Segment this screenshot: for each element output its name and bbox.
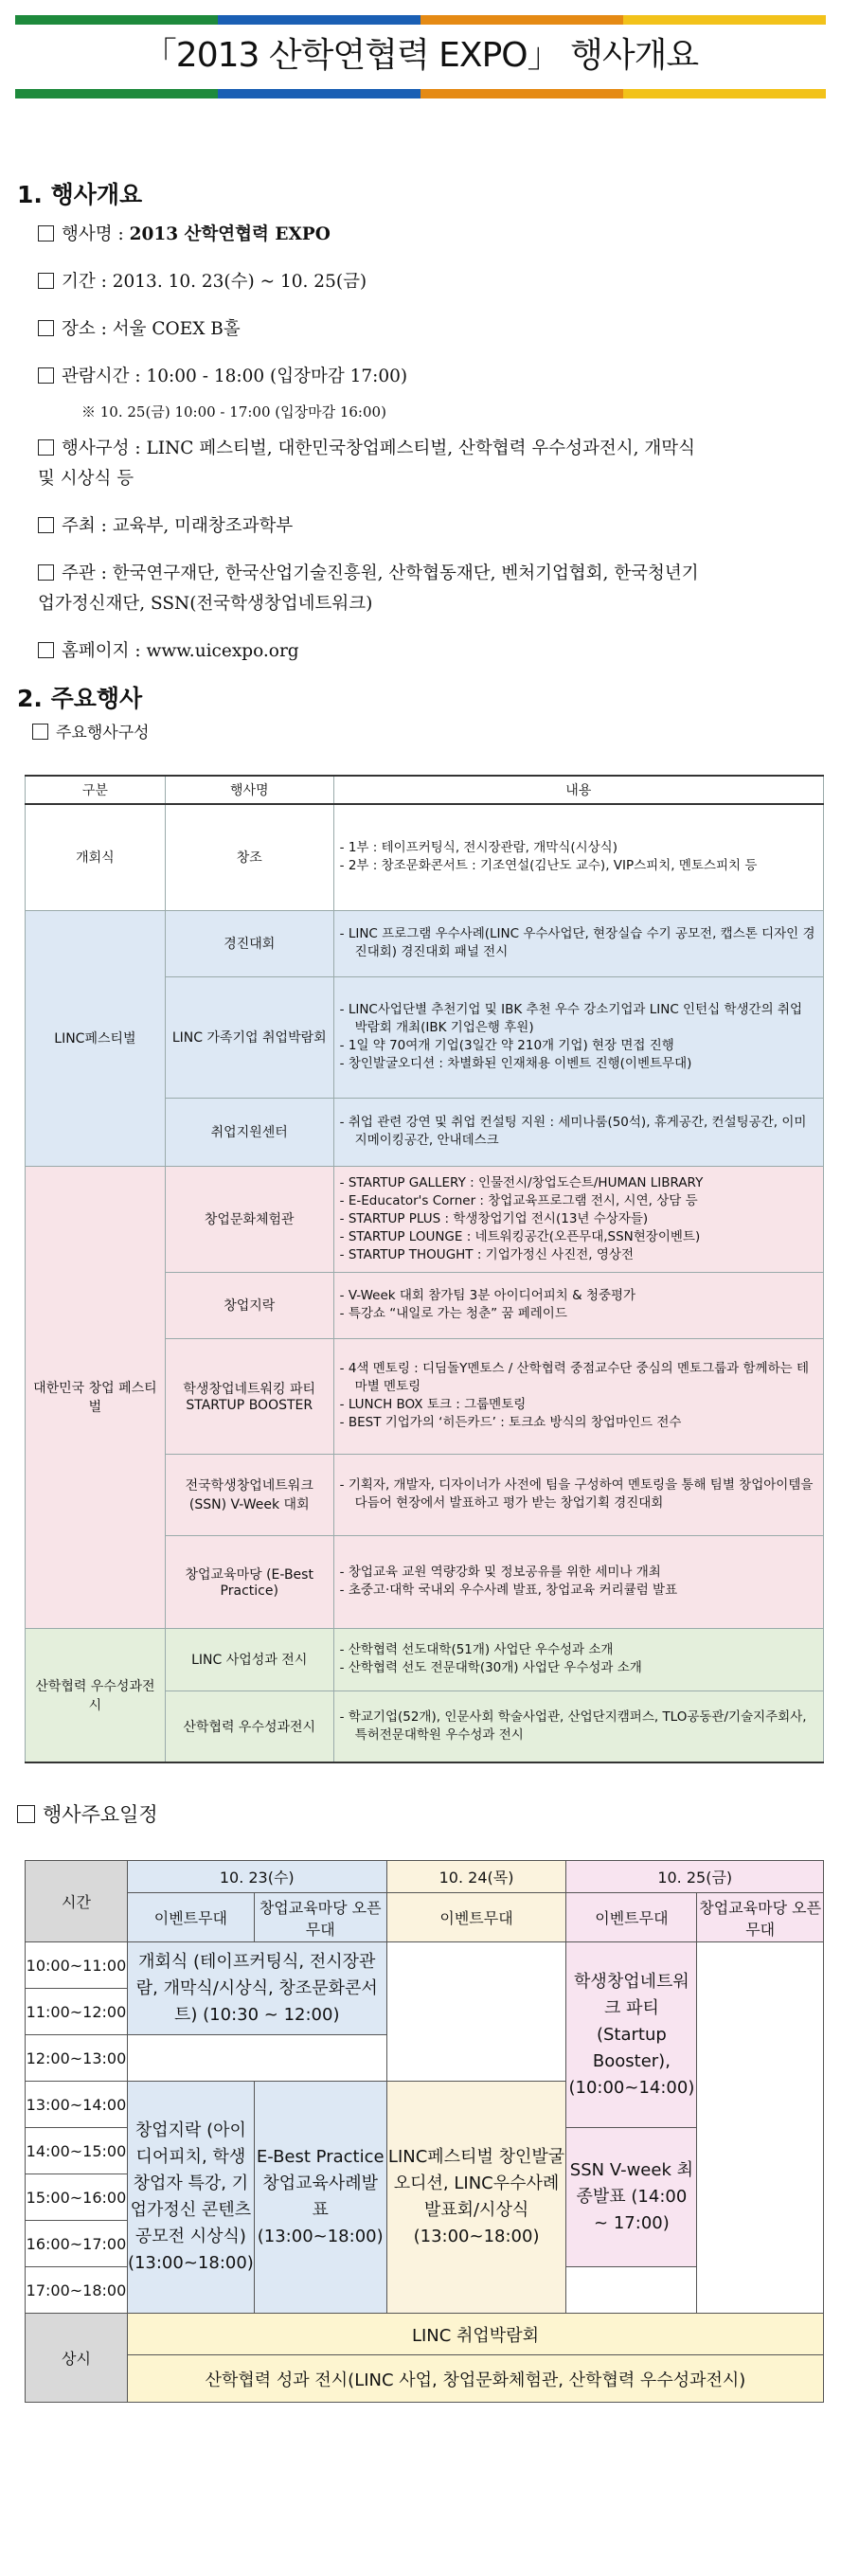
time-cell: 16:00~17:00 bbox=[26, 2221, 128, 2267]
top-color-bar bbox=[15, 15, 826, 25]
time-row bbox=[26, 1942, 824, 1989]
time-header: 시간 bbox=[26, 1861, 128, 1942]
schedule-day-row bbox=[26, 1861, 824, 1893]
events-table bbox=[25, 775, 824, 1763]
group-cell: LINC페스티벌 bbox=[26, 910, 166, 1166]
checkbox-icon bbox=[38, 642, 54, 658]
content-cell: - 산학협력 선도대학(51개) 사업단 우수성과 소개 - 산학협력 선도 전문대학(30개) 사업단 우수성과 소개 bbox=[333, 1628, 823, 1690]
always-item: 산학협력 성과 전시(LINC 사업, 창업문화체험관, 산학협력 우수성과전시) bbox=[127, 2355, 823, 2403]
content-cell: - LINC사업단별 추천기업 및 IBK 추천 우수 강소기업과 LINC 인턴십 학생간의 취업 박람회 개최(IBK 기업은행 후원) - 1일 약 70여개 기업(3일간 약 210개 기업) 현장 면접 진행 - 창인발굴오디션 : 차별화된 인재채용 이벤트 진행(이벤트무대) bbox=[333, 976, 823, 1098]
empty-cell bbox=[697, 1942, 824, 2314]
overview-item: 관람시간 : 10:00 - 18:00 (입장마감 17:00) bbox=[38, 362, 833, 392]
event-cell: 취업지원센터 bbox=[165, 1098, 333, 1166]
stage-header: 이벤트무대 bbox=[127, 1893, 254, 1942]
event-cell: 창업지락 bbox=[165, 1272, 333, 1338]
time-cell: 13:00~14:00 bbox=[26, 2082, 128, 2128]
checkbox-icon bbox=[38, 367, 54, 384]
stage-header: 창업교육마당 오픈무대 bbox=[697, 1893, 824, 1942]
section-heading-overview: 1. 행사개요 bbox=[17, 181, 143, 208]
empty-cell bbox=[127, 2035, 386, 2082]
day-header: 10. 23(수) bbox=[127, 1861, 386, 1893]
time-cell: 11:00~12:00 bbox=[26, 1989, 128, 2035]
always-label: 상시 bbox=[26, 2314, 128, 2403]
event-cell: 학생창업네트워킹 파티 STARTUP BOOSTER bbox=[165, 1338, 333, 1454]
col-header: 내용 bbox=[333, 776, 823, 804]
startup-pitch-block: 창업지락 (아이디어피치, 학생창업자 특강, 기업가정신 콘텐츠 공모전 시상식) (13:00~18:00) bbox=[127, 2082, 254, 2314]
col-header: 구분 bbox=[26, 776, 166, 804]
event-cell: LINC 가족기업 취업박람회 bbox=[165, 976, 333, 1098]
checkbox-icon bbox=[38, 225, 54, 242]
ebest-block: E-Best Practice 창업교육사례발표 (13:00~18:00) bbox=[254, 2082, 386, 2314]
content-cell: - 학교기업(52개), 인문사회 학술사업관, 산업단지캠퍼스, TLO공동관/기술지주회사, 특허전문대학원 우수성과 전시 bbox=[333, 1690, 823, 1762]
subheading-schedule: 행사주요일정 bbox=[17, 1799, 813, 1830]
linc-fest-block: LINC페스티벌 창인발굴오디션, LINC우수사례 발표회/시상식 (13:00~18:00) bbox=[386, 2082, 566, 2314]
table-row bbox=[26, 910, 824, 976]
stage-header: 이벤트무대 bbox=[566, 1893, 697, 1942]
overview-item: 주최 : 교육부, 미래창조과학부 bbox=[38, 511, 833, 542]
time-cell: 10:00~11:00 bbox=[26, 1942, 128, 1989]
checkbox-icon bbox=[38, 517, 54, 533]
day-header: 10. 25(금) bbox=[566, 1861, 824, 1893]
overview-item-cont: 및 시상식 등 bbox=[38, 469, 134, 489]
always-row bbox=[26, 2314, 824, 2355]
section-heading-events: 2. 주요행사 bbox=[17, 685, 143, 712]
overview-item: 기간 : 2013. 10. 23(수) ~ 10. 25(금) bbox=[38, 267, 833, 297]
opening-block: 개회식 (테이프커팅식, 전시장관람, 개막식/시상식, 창조문화콘서트) (10:30 ~ 12:00) bbox=[127, 1942, 386, 2035]
event-cell: 창업문화체험관 bbox=[165, 1166, 333, 1272]
event-cell: LINC 사업성과 전시 bbox=[165, 1628, 333, 1690]
overview-item: 주관 : 한국연구재단, 한국산업기술진흥원, 산학협동재단, 벤처기업협회, 한국청년기 bbox=[38, 559, 833, 589]
content-cell: - 취업 관련 강연 및 취업 컨설팅 지원 : 세미나룸(50석), 휴게공간, 컨설팅공간, 이미지메이킹공간, 안내데스크 bbox=[333, 1098, 823, 1166]
overview-item: 행사구성 : LINC 페스티벌, 대한민국창업페스티벌, 산학협력 우수성과전시, 개막식 bbox=[38, 434, 833, 464]
event-cell: 창조 bbox=[165, 804, 333, 910]
time-cell: 12:00~13:00 bbox=[26, 2035, 128, 2082]
col-header: 행사명 bbox=[165, 776, 333, 804]
event-cell: 산학협력 우수성과전시 bbox=[165, 1690, 333, 1762]
schedule-table bbox=[25, 1860, 824, 2403]
stage-header: 이벤트무대 bbox=[386, 1893, 566, 1942]
table-row bbox=[26, 804, 824, 910]
content-cell: - V-Week 대회 참가팀 3분 아이디어피치 & 청중평가 - 특강쇼 “내일로 가는 청춘” 꿈 페레이드 bbox=[333, 1272, 823, 1338]
ssn-block: SSN V-week 최종발표 (14:00 ~ 17:00) bbox=[566, 2128, 697, 2267]
table-row bbox=[26, 1628, 824, 1690]
content-cell: - STARTUP GALLERY : 인물전시/창업도슨트/HUMAN LIBRARY - E-Educator's Corner : 창업교육프로그램 전시, 시연, 상담 등 - STARTUP PLUS : 학생창업기업 전시(13년 수상자들) - STARTUP LOUNGE : 네트워킹공간(오픈무대,SSN현장이벤트) - STARTUP THOUGHT : 기업가정신 사진전, 영상전 bbox=[333, 1166, 823, 1272]
content-cell: - 기획자, 개발자, 디자이너가 사전에 팀을 구성하여 멘토링을 통해 팀별 창업아이템을 다듬어 현장에서 발표하고 평가 받는 창업기획 경진대회 bbox=[333, 1454, 823, 1535]
checkbox-icon bbox=[38, 564, 54, 581]
subheading-events: 주요행사구성 bbox=[32, 718, 828, 748]
content-cell: - 창업교육 교원 역량강화 및 정보공유를 위한 세미나 개최 - 초중고·대학 국내외 우수사례 발표, 창업교육 커리큘럼 발표 bbox=[333, 1535, 823, 1628]
time-cell: 15:00~16:00 bbox=[26, 2174, 128, 2221]
overview-item: 홈페이지 : www.uicexpo.org bbox=[38, 636, 833, 667]
event-cell: 창업교육마당 (E-Best Practice) bbox=[165, 1535, 333, 1628]
page-title: 「2013 산학연협력 EXPO」 행사개요 bbox=[142, 36, 699, 75]
group-cell: 산학협력 우수성과전시 bbox=[26, 1628, 166, 1762]
empty-cell bbox=[566, 2267, 697, 2314]
table-row bbox=[26, 1166, 824, 1272]
hours-note: ※ 10. 25(금) 10:00 - 17:00 (입장마감 16:00) bbox=[81, 403, 386, 420]
overview-item: 행사명 : 2013 산학연협력 EXPO bbox=[38, 220, 833, 250]
overview-item-cont: 업가정신재단, SSN(전국학생창업네트워크) bbox=[38, 594, 373, 614]
schedule-stage-row bbox=[26, 1893, 824, 1942]
booster-block: 학생창업네트워크 파티 (Startup Booster), (10:00~14:00) bbox=[566, 1942, 697, 2128]
empty-cell bbox=[386, 1942, 566, 2082]
table-header-row bbox=[26, 776, 824, 804]
stage-header: 창업교육마당 오픈무대 bbox=[254, 1893, 386, 1942]
always-row bbox=[26, 2355, 824, 2403]
checkbox-icon bbox=[17, 1805, 35, 1823]
overview-item: 장소 : 서울 COEX B홀 bbox=[38, 314, 833, 345]
event-cell: 경진대회 bbox=[165, 910, 333, 976]
content-cell: - 1부 : 테이프커팅식, 전시장관람, 개막식(시상식) - 2부 : 창조문화콘서트 : 기조연설(김난도 교수), VIP스피치, 멘토스피치 등 bbox=[333, 804, 823, 910]
content-cell: - LINC 프로그램 우수사례(LINC 우수사업단, 현장실습 수기 공모전, 캡스톤 디자인 경진대회) 경진대회 패널 전시 bbox=[333, 910, 823, 976]
checkbox-icon bbox=[38, 320, 54, 336]
group-cell: 개회식 bbox=[26, 804, 166, 910]
time-cell: 17:00~18:00 bbox=[26, 2267, 128, 2314]
checkbox-icon bbox=[38, 439, 54, 456]
checkbox-icon bbox=[32, 724, 48, 740]
event-cell: 전국학생창업네트워크 (SSN) V-Week 대회 bbox=[165, 1454, 333, 1535]
checkbox-icon bbox=[38, 273, 54, 289]
content-cell: - 4색 멘토링 : 디딤돌Y멘토스 / 산학협력 중점교수단 중심의 멘토그룹과 함께하는 테마별 멘토링 - LUNCH BOX 토크 : 그룹멘토링 - BEST 기업가의 ‘히든카드’ : 토크쇼 방식의 창업마인드 전수 bbox=[333, 1338, 823, 1454]
bottom-color-bar bbox=[15, 89, 826, 98]
group-cell: 대한민국 창업 페스티벌 bbox=[26, 1166, 166, 1628]
always-item: LINC 취업박람회 bbox=[127, 2314, 823, 2355]
time-cell: 14:00~15:00 bbox=[26, 2128, 128, 2174]
day-header: 10. 24(목) bbox=[386, 1861, 566, 1893]
